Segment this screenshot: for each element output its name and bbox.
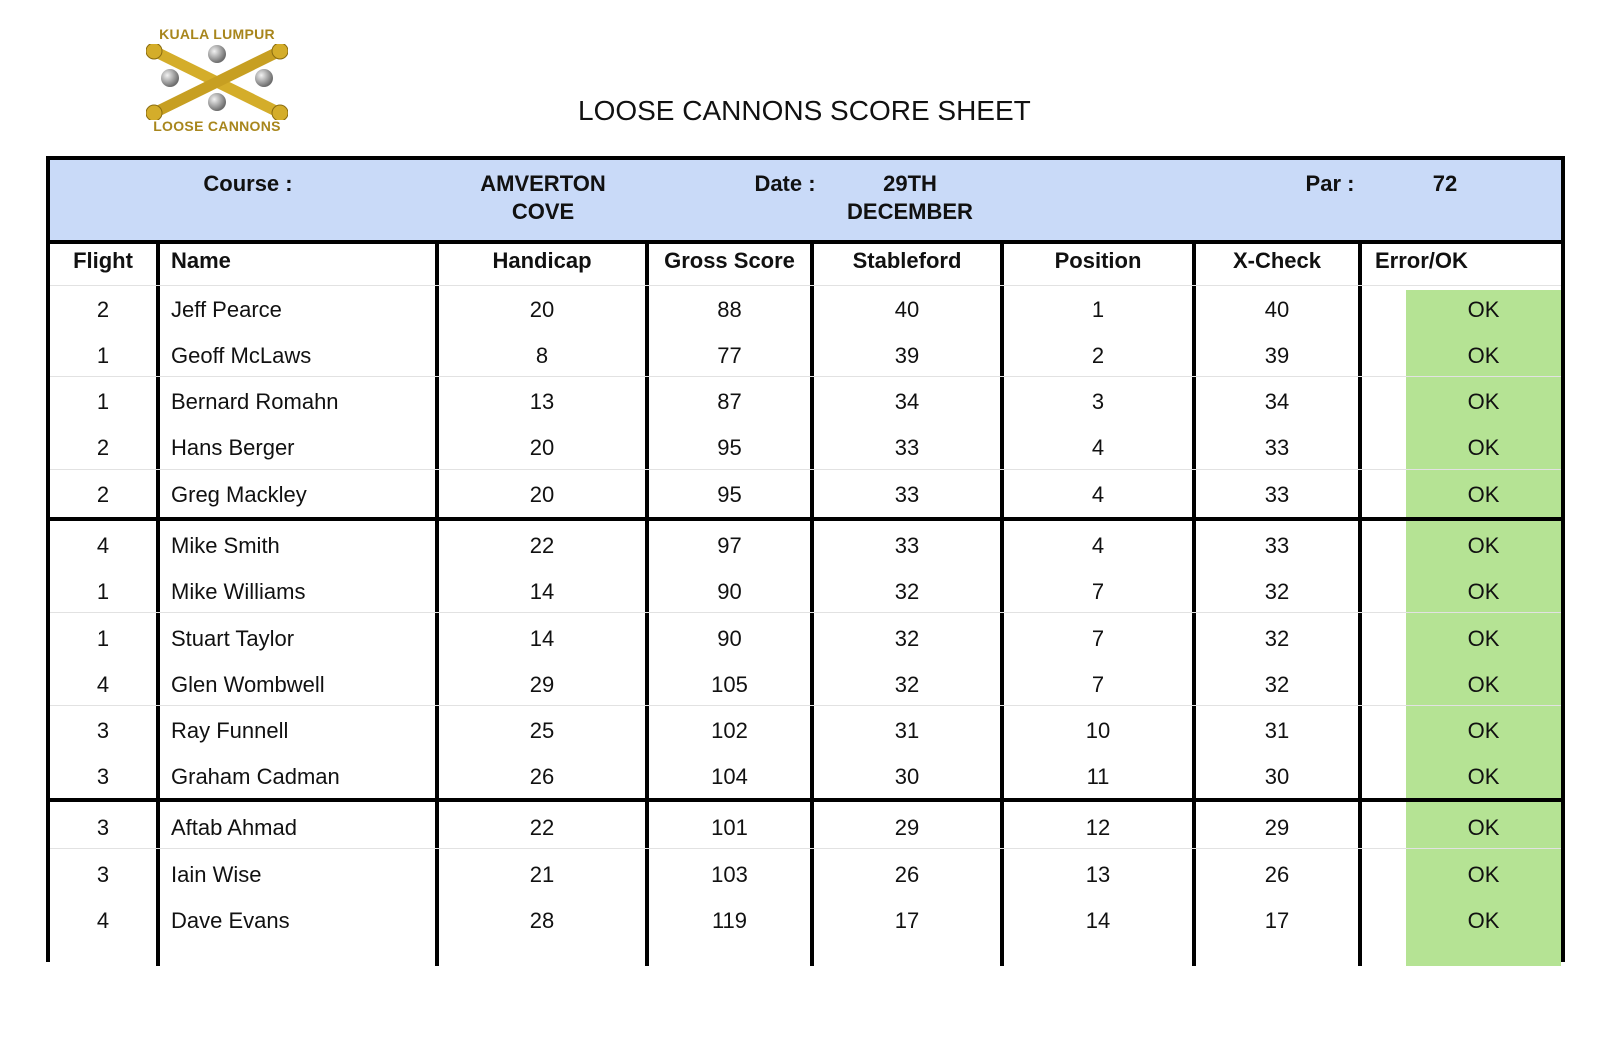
- cell-x-check: 30: [1264, 764, 1290, 789]
- cell-position: 10: [1085, 718, 1111, 743]
- cell-status: OK: [1467, 579, 1500, 604]
- crossed-cannons-icon: [146, 44, 288, 120]
- cell-gross-score: 95: [717, 482, 742, 507]
- cell-name: Ray Funnell: [171, 718, 289, 743]
- cell-handicap: 25: [529, 718, 555, 743]
- cell-position: 11: [1086, 764, 1110, 789]
- cell-position: 3: [1091, 389, 1105, 414]
- cell-flight: 1: [96, 343, 110, 368]
- col-divider: [1358, 240, 1362, 966]
- cell-x-check: 33: [1264, 533, 1290, 558]
- cell-flight: 1: [96, 579, 110, 604]
- cell-flight: 2: [96, 482, 110, 507]
- cell-handicap: 22: [529, 533, 555, 558]
- cell-x-check: 33: [1264, 435, 1290, 460]
- course-label: Course :: [203, 171, 293, 196]
- header-x-check: X-Check: [1232, 248, 1322, 273]
- cell-status: OK: [1467, 297, 1500, 322]
- logo-top-text: KUALA LUMPUR: [159, 26, 275, 42]
- cell-status: OK: [1467, 626, 1500, 651]
- header-position: Position: [1054, 248, 1142, 273]
- cell-flight: 3: [96, 815, 110, 840]
- page-title: LOOSE CANNONS SCORE SHEET: [578, 95, 1031, 126]
- cell-name: Glen Wombwell: [171, 672, 325, 697]
- cell-gross-score: 90: [717, 626, 742, 651]
- cell-gross-score: 90: [717, 579, 742, 604]
- cell-handicap: 20: [529, 435, 555, 460]
- header-stableford: Stableford: [852, 248, 962, 273]
- score-sheet: [46, 156, 1565, 962]
- header-error-ok: Error/OK: [1375, 248, 1468, 273]
- par-value: 72: [1432, 171, 1458, 196]
- cell-flight: 3: [96, 862, 110, 887]
- cell-stableford: 17: [894, 908, 920, 933]
- cell-status: OK: [1467, 672, 1500, 697]
- row-divider: [50, 376, 1561, 377]
- cell-status: OK: [1467, 389, 1500, 414]
- cell-stableford: 26: [894, 862, 920, 887]
- cell-stableford: 33: [894, 533, 920, 558]
- cell-handicap: 14: [529, 626, 555, 651]
- cell-x-check: 26: [1264, 862, 1290, 887]
- par-label: Par :: [1305, 171, 1355, 196]
- cell-name: Hans Berger: [171, 435, 295, 460]
- header-flight: Flight: [73, 248, 133, 273]
- cell-stableford: 29: [894, 815, 920, 840]
- cell-x-check: 17: [1264, 908, 1290, 933]
- cell-name: Jeff Pearce: [171, 297, 282, 322]
- cell-position: 1: [1091, 297, 1105, 322]
- cell-name: Greg Mackley: [171, 482, 307, 507]
- cell-name: Aftab Ahmad: [171, 815, 297, 840]
- cell-gross-score: 102: [711, 718, 748, 743]
- cell-stableford: 34: [894, 389, 920, 414]
- cell-handicap: 8: [535, 343, 549, 368]
- cell-position: 12: [1085, 815, 1111, 840]
- cell-name: Dave Evans: [171, 908, 290, 933]
- cell-flight: 1: [96, 389, 110, 414]
- cell-position: 13: [1085, 862, 1111, 887]
- cell-status: OK: [1467, 908, 1500, 933]
- cell-gross-score: 105: [711, 672, 748, 697]
- cell-name: Mike Williams: [171, 579, 306, 604]
- cell-stableford: 32: [894, 579, 920, 604]
- cell-flight: 3: [96, 718, 110, 743]
- cell-flight: 3: [96, 764, 110, 789]
- row-divider: [50, 612, 1561, 613]
- cell-position: 4: [1091, 435, 1105, 460]
- cell-gross-score: 103: [711, 862, 748, 887]
- group-divider: [50, 798, 1561, 802]
- cell-gross-score: 77: [717, 343, 742, 368]
- cell-gross-score: 104: [711, 764, 748, 789]
- header-gross-score: Gross Score: [664, 248, 795, 273]
- cell-position: 14: [1085, 908, 1111, 933]
- cell-flight: 4: [96, 908, 110, 933]
- cell-position: 4: [1091, 533, 1105, 558]
- cell-stableford: 30: [894, 764, 920, 789]
- logo-bottom-text: LOOSE CANNONS: [153, 118, 281, 134]
- group-divider: [50, 517, 1561, 521]
- cell-flight: 2: [96, 297, 110, 322]
- cell-status: OK: [1467, 343, 1500, 368]
- cell-status: OK: [1467, 815, 1500, 840]
- cell-name: Mike Smith: [171, 533, 280, 558]
- cell-gross-score: 119: [711, 908, 748, 933]
- cell-stableford: 39: [894, 343, 920, 368]
- row-divider: [50, 705, 1561, 706]
- cell-handicap: 13: [529, 389, 555, 414]
- cell-handicap: 20: [529, 297, 555, 322]
- cell-position: 4: [1091, 482, 1105, 507]
- cell-handicap: 29: [529, 672, 555, 697]
- cell-x-check: 29: [1264, 815, 1290, 840]
- cell-stableford: 31: [894, 718, 920, 743]
- cell-name: Stuart Taylor: [171, 626, 295, 651]
- cell-stableford: 32: [894, 626, 920, 651]
- cell-position: 7: [1091, 579, 1105, 604]
- cell-gross-score: 87: [717, 389, 742, 414]
- cell-flight: 2: [96, 435, 110, 460]
- cell-gross-score: 88: [717, 297, 742, 322]
- row-divider: [50, 848, 1561, 849]
- cell-handicap: 20: [529, 482, 555, 507]
- cell-flight: 4: [96, 533, 110, 558]
- cell-status: OK: [1467, 482, 1500, 507]
- cell-handicap: 21: [529, 862, 555, 887]
- cell-gross-score: 101: [711, 815, 748, 840]
- cell-position: 7: [1091, 672, 1105, 697]
- cell-gross-score: 97: [717, 533, 742, 558]
- cell-name: Iain Wise: [171, 862, 262, 887]
- cell-handicap: 14: [529, 579, 555, 604]
- cell-status: OK: [1467, 862, 1500, 887]
- cell-position: 7: [1091, 626, 1105, 651]
- cell-status: OK: [1467, 718, 1500, 743]
- cell-name: Geoff McLaws: [171, 343, 312, 368]
- cell-x-check: 32: [1264, 626, 1290, 651]
- cell-status: OK: [1467, 533, 1500, 558]
- cell-stableford: 32: [894, 672, 920, 697]
- cell-stableford: 33: [894, 482, 920, 507]
- cell-stableford: 33: [894, 435, 920, 460]
- course-value: AMVERTON COVE: [480, 171, 606, 224]
- cell-x-check: 32: [1264, 672, 1290, 697]
- cell-x-check: 32: [1264, 579, 1290, 604]
- cell-x-check: 33: [1264, 482, 1290, 507]
- cell-name: Graham Cadman: [171, 764, 340, 789]
- cell-handicap: 28: [529, 908, 555, 933]
- date-value: 29TH DECEMBER: [847, 171, 973, 224]
- cell-gross-score: 95: [717, 435, 742, 460]
- header-name: Name: [171, 248, 231, 273]
- col-divider: [156, 240, 160, 966]
- cell-x-check: 31: [1264, 718, 1290, 743]
- cell-name: Bernard Romahn: [171, 389, 339, 414]
- cell-status: OK: [1467, 764, 1500, 789]
- cell-handicap: 22: [529, 815, 555, 840]
- row-divider: [50, 469, 1561, 470]
- cell-flight: 1: [96, 626, 110, 651]
- cell-handicap: 26: [529, 764, 555, 789]
- club-logo: [138, 22, 296, 140]
- cell-x-check: 40: [1264, 297, 1290, 322]
- course-info-bar: [50, 160, 1561, 244]
- cell-status: OK: [1467, 435, 1500, 460]
- cell-stableford: 40: [894, 297, 920, 322]
- row-divider: [50, 285, 1561, 286]
- header-handicap: Handicap: [492, 248, 592, 273]
- cell-x-check: 34: [1264, 389, 1290, 414]
- cell-flight: 4: [96, 672, 110, 697]
- cell-x-check: 39: [1264, 343, 1290, 368]
- cell-position: 2: [1091, 343, 1105, 368]
- date-label: Date :: [754, 171, 816, 196]
